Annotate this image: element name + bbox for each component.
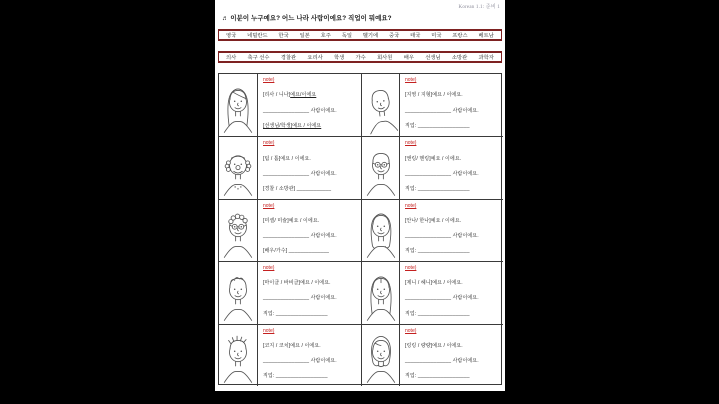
note-label: note): [405, 202, 417, 209]
occupation-word-bank: [218, 51, 502, 63]
line-text: ________________ 사람이에요.: [263, 233, 337, 240]
bank-word-country: 독일: [341, 33, 352, 39]
bank-word-occupation: 가수: [355, 55, 366, 61]
cell-line: [263, 185, 358, 192]
line-text: 직업: __________________: [263, 310, 328, 317]
line-text: [경찰 / 소방관] ____________: [263, 185, 332, 192]
portrait-woman-glasses-curly: [219, 199, 257, 261]
bank-word-occupation: 배우: [403, 55, 414, 61]
bank-word-country: 태국: [410, 33, 421, 39]
worksheet-title: ♬ 이분이 누구예요? 어느 나라 사람이에요? 직업이 뭐예요?: [222, 15, 392, 22]
line-text: ________________ 사람이에요.: [405, 107, 479, 114]
cell-line: [263, 170, 358, 177]
exercise-cell: [257, 136, 361, 198]
exercise-cell: [257, 74, 361, 136]
line-text: 직업: __________________: [405, 372, 470, 379]
exercise-cell: [399, 199, 503, 261]
bank-word-occupation: 경찰관: [280, 55, 297, 61]
cell-line: [405, 217, 500, 224]
cell-line: [405, 170, 500, 177]
exercise-cell: [399, 324, 503, 386]
underlined-answer: 예요/이에요: [290, 92, 317, 99]
note-label: note): [263, 202, 275, 209]
exercise-cell: [257, 324, 361, 386]
portrait-girl-long-hair: [361, 261, 399, 323]
bank-word-occupation: 회사원: [377, 55, 393, 61]
portrait-woman-long-hair: [219, 74, 257, 136]
portrait-clown-man: [219, 136, 257, 198]
bank-word-occupation: 의사: [226, 55, 237, 61]
cell-line: [263, 107, 358, 114]
line-text: ________________ 사람이에요.: [263, 357, 337, 364]
note-label: note): [405, 265, 417, 272]
line-text: [링링 / 량량]예요 / 이에요.: [405, 342, 463, 349]
cell-line: [405, 185, 500, 192]
cell-line: [405, 279, 500, 286]
line-text: [안나/ 한나]예요 / 이에요.: [405, 217, 462, 224]
line-text: [미셸/ 미슐]예요 / 이에요.: [263, 217, 320, 224]
bank-word-country: 한국: [278, 33, 289, 39]
cell-line: [405, 294, 500, 301]
line-text: [코지 / 코치]예요 / 이에요.: [263, 342, 321, 349]
portrait-woman-wavy-hair: [361, 199, 399, 261]
line-text: 직업: __________________: [405, 248, 470, 255]
bank-word-country: 호주: [320, 33, 331, 39]
cell-line: [405, 155, 500, 162]
cell-line: [263, 232, 358, 239]
bank-word-occupation: 과학자: [478, 55, 494, 61]
line-text: [앤링/ 헨링]예요 / 이에요.: [405, 155, 462, 162]
worksheet-page: [215, 0, 505, 391]
page-reference: Korean 1.1: 준비 1: [458, 5, 500, 10]
cell-line: [263, 342, 358, 349]
bank-word-country: 프랑스: [452, 33, 468, 39]
cell-line: [263, 155, 358, 162]
line-text: 직업: __________________: [263, 372, 328, 379]
line-text: 직업: __________________: [405, 123, 470, 130]
cell-line: [263, 357, 358, 364]
cell-line: [405, 310, 500, 317]
note-label: note): [405, 140, 417, 147]
note-label: note): [263, 140, 275, 147]
note-label: note): [405, 327, 417, 334]
line-text: ________________ 사람이에요.: [263, 295, 337, 302]
cell-line: [263, 217, 358, 224]
cell-line: [263, 310, 358, 317]
exercise-cell: [257, 261, 361, 323]
note-label: note): [263, 327, 275, 334]
bank-word-occupation: 선생님: [425, 55, 441, 61]
cell-line: [263, 247, 358, 254]
line-text: 직업: __________________: [405, 185, 470, 192]
exercise-cell: [257, 199, 361, 261]
cell-line: [405, 342, 500, 349]
cell-line: [405, 107, 500, 114]
line-text: ________________ 사람이에요.: [405, 170, 479, 177]
bank-word-country: 영국: [226, 33, 237, 39]
cell-line: [405, 247, 500, 254]
line-text: [배우/가수] ______________: [263, 248, 330, 255]
cell-line: [405, 91, 500, 98]
exercise-cell: [399, 136, 503, 198]
cell-line: [405, 232, 500, 239]
bank-word-occupation: 학생: [334, 55, 345, 61]
underlined-answer: [선생님/학생]예요 / 이에요: [263, 123, 322, 130]
cell-line: [263, 91, 358, 98]
line-text: [팀 / 톰]예요 / 이에요.: [263, 155, 311, 162]
note-label: note): [263, 77, 275, 83]
bank-word-occupation: 요리사: [307, 55, 323, 61]
cell-line: [405, 122, 500, 129]
note-label: note): [263, 265, 275, 272]
line-text: [마이클 / 바비클]예요 / 이에요.: [263, 280, 331, 287]
cell-line: [405, 372, 500, 379]
portrait-person-short-hair: [361, 74, 399, 136]
bank-word-country: 베트남: [478, 33, 494, 39]
bank-word-occupation: 축구 선수: [247, 55, 270, 61]
bank-word-occupation: 소방관: [451, 55, 468, 61]
line-text: [지영 / 지형]예요 / 이에요.: [405, 92, 463, 99]
line-text: [리사 / 니나]: [263, 92, 291, 99]
country-word-bank: [218, 29, 502, 41]
cell-line: [263, 372, 358, 379]
note-label: note): [405, 77, 417, 83]
portrait-person-spiky-hair: [219, 324, 257, 386]
line-text: 직업: __________________: [405, 310, 470, 317]
portrait-boy-smiling: [219, 261, 257, 323]
exercise-cell: [399, 261, 503, 323]
cell-line: [405, 357, 500, 364]
bank-word-country: 중국: [389, 33, 400, 39]
cell-line: [263, 122, 358, 129]
bank-word-country: 일본: [299, 33, 310, 39]
bank-word-country: 네덜란드: [247, 33, 268, 39]
line-text: ________________ 사람이에요.: [405, 233, 479, 240]
line-text: [제니 / 헤니]예요 / 이에요.: [405, 280, 463, 287]
exercise-table: [218, 73, 502, 385]
bank-word-country: 미국: [431, 33, 442, 39]
line-text: ________________ 사람이에요.: [405, 357, 479, 364]
line-text: ________________ 사람이에요.: [263, 107, 337, 114]
line-text: ________________ 사람이에요.: [405, 295, 479, 302]
portrait-woman-curly-bob: [361, 324, 399, 386]
line-text: ________________ 사람이에요.: [263, 170, 337, 177]
cell-line: [263, 279, 358, 286]
cell-line: [263, 294, 358, 301]
bank-word-country: 벨기에: [362, 33, 379, 39]
exercise-cell: [399, 74, 503, 136]
portrait-man-glasses: [361, 136, 399, 198]
